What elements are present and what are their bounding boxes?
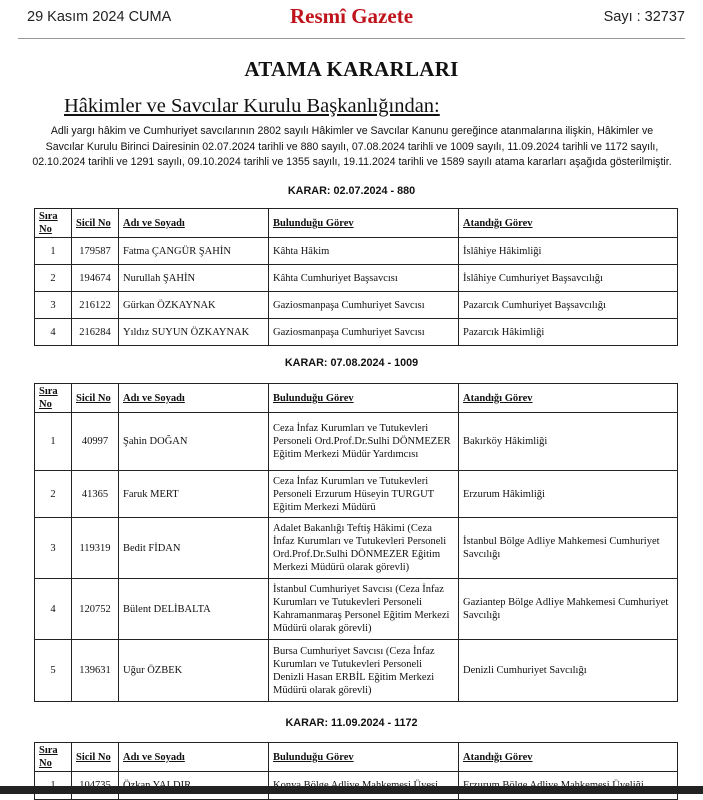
cell-assigned-post: Pazarcık Hâkimliği (459, 319, 678, 346)
col-header-name: Adı ve Soyadı (119, 209, 269, 238)
table-row (35, 238, 678, 265)
cell-current-post: Adalet Bakanlığı Teftiş Hâkimi (Ceza İnfaz Kurumları ve Tutukevleri Personeli Ord.Prof.Dr.Sulhi DÖNMEZER Eğitim Merkezi Müdürü olarak görevli) (269, 518, 459, 579)
cell-assigned-post: Erzurum Hâkimliği (459, 471, 678, 518)
cell-no: 3 (35, 518, 72, 579)
gazette-issue-number: Sayı : 32737 (603, 9, 685, 25)
table-row (35, 640, 678, 702)
table-row (35, 579, 678, 640)
decision-table (34, 383, 678, 702)
col-header-name: Adı ve Soyadı (119, 384, 269, 413)
cell-name: Bülent DELİBALTA (119, 579, 269, 640)
col-header-sicil-no: Sicil No (72, 743, 119, 772)
col-header-sicil-no: Sicil No (72, 384, 119, 413)
col-header-current-post: Bulunduğu Görev (269, 743, 459, 772)
table-header-row (35, 209, 678, 238)
cell-name: Gürkan ÖZKAYNAK (119, 292, 269, 319)
cell-no: 2 (35, 471, 72, 518)
cell-current-post: İstanbul Cumhuriyet Savcısı (Ceza İnfaz Kurumları ve Tutukevleri Personeli Kahramanmaraş Personel Eğitim Merkezi Müdürü olarak görevli) (269, 579, 459, 640)
cell-sicil: 119319 (72, 518, 119, 579)
table-header-row (35, 384, 678, 413)
page-bottom-edge (0, 786, 703, 794)
cell-no: 2 (35, 265, 72, 292)
cell-name: Nurullah ŞAHİN (119, 265, 269, 292)
intro-line: Adli yargı hâkim ve Cumhuriyet savcılarının 2802 sayılı Hâkimler ve Savcılar Kanunu gereğince atanmalarına ilişkin, Hâkimler ve (50, 125, 654, 137)
decision-heading: KARAR: 02.07.2024 - 880 (287, 185, 416, 197)
cell-name: Fatma ÇANGÜR ŞAHİN (119, 238, 269, 265)
cell-sicil: 139631 (72, 640, 119, 702)
decision-heading: KARAR: 07.08.2024 - 1009 (284, 357, 419, 369)
intro-line: Savcılar Kurulu Birinci Dairesinin 02.07.2024 tarihli ve 880 sayılı, 07.08.2024 tarihli ve 1009 sayılı, 11.09.2024 tarihli ve 1172 sayılı, (45, 140, 659, 153)
cell-no: 1 (35, 413, 72, 471)
table-row (35, 471, 678, 518)
col-header-sira-no: Sıra No (35, 743, 72, 772)
cell-assigned-post: Bakırköy Hâkimliği (459, 413, 678, 471)
col-header-current-post: Bulunduğu Görev (269, 384, 459, 413)
table-row (35, 292, 678, 319)
cell-sicil: 40997 (72, 413, 119, 471)
decision-table (34, 208, 678, 346)
cell-no: 4 (35, 319, 72, 346)
col-header-name: Adı ve Soyadı (119, 743, 269, 772)
intro-line: 02.10.2024 tarihli ve 1291 sayılı, 09.10.2024 tarihli ve 1355 sayılı, 19.11.2024 tarihli ve 1589 sayılı atama kararları aşağıda gösterilmiştir. (32, 156, 672, 168)
cell-name: Yıldız SUYUN ÖZKAYNAK (119, 319, 269, 346)
col-header-assigned-post: Atandığı Görev (459, 384, 678, 413)
cell-current-post: Bursa Cumhuriyet Savcısı (Ceza İnfaz Kurumları ve Tutukevleri Personeli Denizli Hasan ERBİL Eğitim Merkezi Müdürü olarak görevli) (269, 640, 459, 702)
cell-assigned-post: Pazarcık Cumhuriyet Başsavcılığı (459, 292, 678, 319)
cell-current-post: Gaziosmanpaşa Cumhuriyet Savcısı (269, 319, 459, 346)
table-header-row (35, 743, 678, 772)
col-header-sira-no: Sıra No (35, 209, 72, 238)
cell-current-post: Kâhta Hâkim (269, 238, 459, 265)
gazette-title: Resmî Gazete (289, 4, 414, 28)
header-divider (18, 38, 685, 39)
cell-no: 3 (35, 292, 72, 319)
cell-name: Bedit FİDAN (119, 518, 269, 579)
table-row (35, 413, 678, 471)
gazette-date: 29 Kasım 2024 CUMA (27, 9, 172, 25)
table-row (35, 265, 678, 292)
cell-no: 5 (35, 640, 72, 702)
table-row (35, 518, 678, 579)
col-header-sicil-no: Sicil No (72, 209, 119, 238)
col-header-assigned-post: Atandığı Görev (459, 743, 678, 772)
cell-assigned-post: Gaziantep Bölge Adliye Mahkemesi Cumhuriyet Savcılığı (459, 579, 678, 640)
table-row (35, 319, 678, 346)
cell-name: Şahin DOĞAN (119, 413, 269, 471)
cell-sicil: 216122 (72, 292, 119, 319)
cell-no: 1 (35, 238, 72, 265)
col-header-sira-no: Sıra No (35, 384, 72, 413)
decision-heading: KARAR: 11.09.2024 - 1172 (285, 717, 418, 729)
col-header-current-post: Bulunduğu Görev (269, 209, 459, 238)
cell-name: Faruk MERT (119, 471, 269, 518)
issuing-authority: Hâkimler ve Savcılar Kurulu Başkanlığından: (64, 95, 440, 117)
cell-sicil: 194674 (72, 265, 119, 292)
cell-no: 4 (35, 579, 72, 640)
cell-assigned-post: Denizli Cumhuriyet Savcılığı (459, 640, 678, 702)
cell-current-post: Kâhta Cumhuriyet Başsavcısı (269, 265, 459, 292)
cell-assigned-post: İslâhiye Hâkimliği (459, 238, 678, 265)
cell-assigned-post: İslâhiye Cumhuriyet Başsavcılığı (459, 265, 678, 292)
intro-paragraph (28, 124, 676, 171)
cell-current-post: Ceza İnfaz Kurumları ve Tutukevleri Personeli Erzurum Hüseyin TURGUT Eğitim Merkezi Müdürü (269, 471, 459, 518)
cell-sicil: 41365 (72, 471, 119, 518)
col-header-assigned-post: Atandığı Görev (459, 209, 678, 238)
cell-sicil: 216284 (72, 319, 119, 346)
cell-current-post: Ceza İnfaz Kurumları ve Tutukevleri Personeli Ord.Prof.Dr.Sulhi DÖNMEZER Eğitim Merkezi Müdür Yardımcısı (269, 413, 459, 471)
cell-current-post: Gaziosmanpaşa Cumhuriyet Savcısı (269, 292, 459, 319)
cell-name: Uğur ÖZBEK (119, 640, 269, 702)
cell-sicil: 120752 (72, 579, 119, 640)
document-title: ATAMA KARARLARI (244, 57, 459, 81)
cell-sicil: 179587 (72, 238, 119, 265)
cell-assigned-post: İstanbul Bölge Adliye Mahkemesi Cumhuriyet Savcılığı (459, 518, 678, 579)
